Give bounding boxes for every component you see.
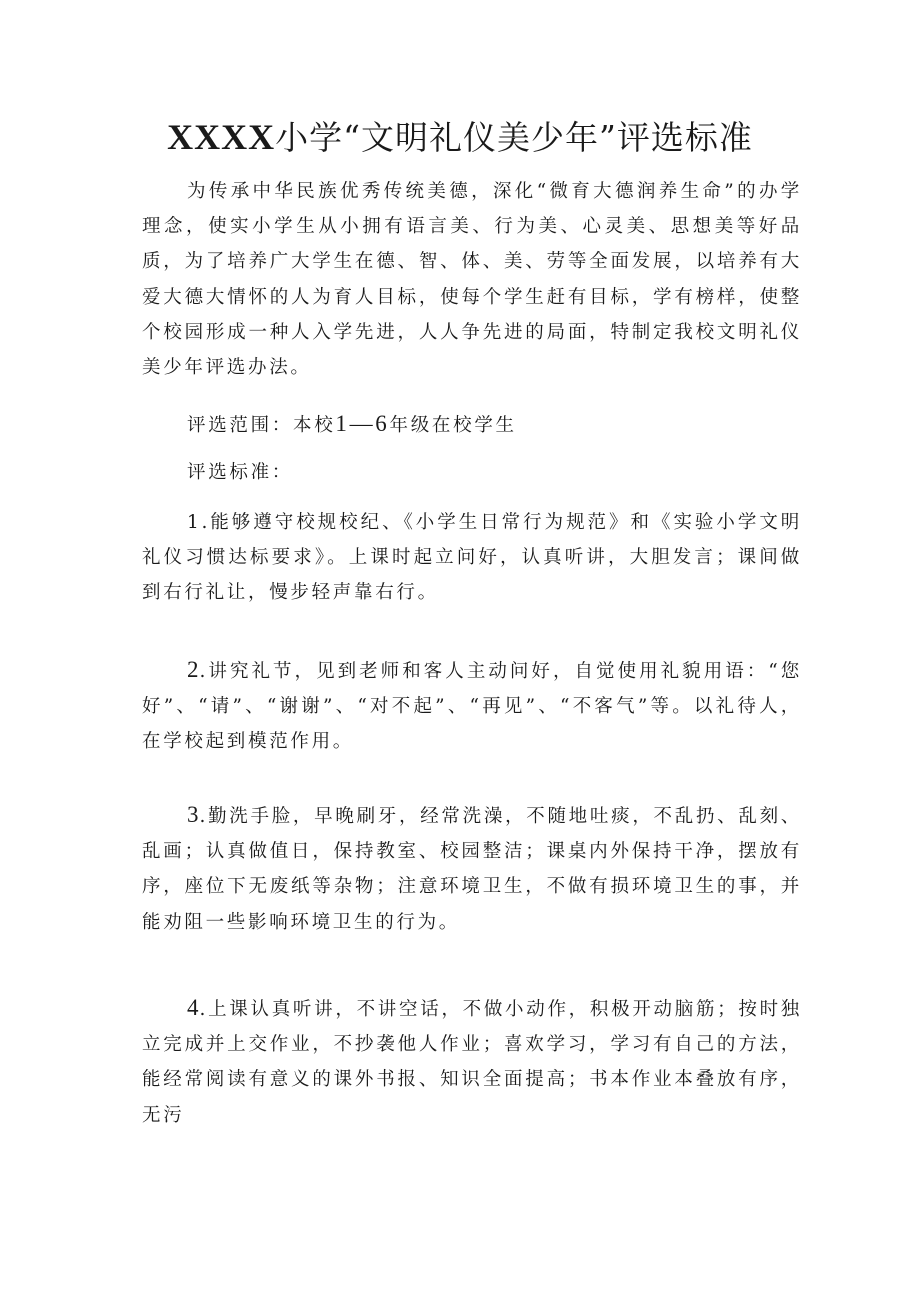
title-main: 小学“文明礼仪美少年”评选标准 [275,118,753,157]
item-number: 3 [187,802,200,827]
item-number: 4 [187,995,200,1020]
criteria-item-3 [142,797,802,940]
scope-rest: 年级在校学生 [389,415,517,436]
intro-text: 为传承中华民族优秀传统美德，深化“微育大德润养生命”的办学理念，使实小学生从小拥有语言美、行为美、心灵美、思想美等好品质，为了培养广大学生在德、智、体、美、劳等全面发展，以培养有大爱大德大情怀的人为育人目标，使每个学生赶有目标，学有榜样，使整个校园形成一种人入学先进，人人争先进的局面，特制定我校文明礼仪美少年评选办法。 [142,181,802,379]
item-text: .上课认真听讲，不讲空话，不做小动作，积极开动脑筋；按时独立完成并上交作业，不抄袭他人作业；喜欢学习，学习有自己的方法，能经常阅读有意义的课外书报、知识全面提高；书本作业本叠放有序，无污 [142,999,802,1126]
criteria-item-2 [142,652,802,760]
item-number: 2 [187,657,200,682]
intro-paragraph [142,174,802,385]
title-prefix: XXXX [167,117,276,157]
criteria-item-1 [142,505,802,611]
page-title [0,112,920,163]
item-number: 1. [187,512,211,533]
criteria-heading: 评选标准： [187,462,294,483]
criteria-item-4 [142,990,802,1133]
item-text: .勤洗手脸，早晚刷牙，经常洗澡，不随地吐痰，不乱扔、乱刻、乱画；认真做值日，保持教室、校园整洁；课桌内外保持干净，摆放有序，座位下无废纸等杂物；注意环境卫生，不做有损环境卫生的事，并能劝阻一些影响环境卫生的行为。 [142,806,802,933]
scope-range: 1—6 [335,411,390,436]
scope-line [142,406,802,443]
item-text: .讲究礼节，见到老师和客人主动问好，自觉使用礼貌用语：“您好”、“请”、“谢谢”、“对不起”、“再见”、“不客气”等。以礼待人，在学校起到模范作用。 [142,661,802,753]
item-text: 能够遵守校规校纪、《小学生日常行为规范》和《实验小学文明礼仪习惯达标要求》。上课时起立问好，认真听讲，大胆发言；课间做到右行礼让，慢步轻声靠右行。 [142,512,802,604]
scope-label: 评选范围：本校 [187,415,336,436]
